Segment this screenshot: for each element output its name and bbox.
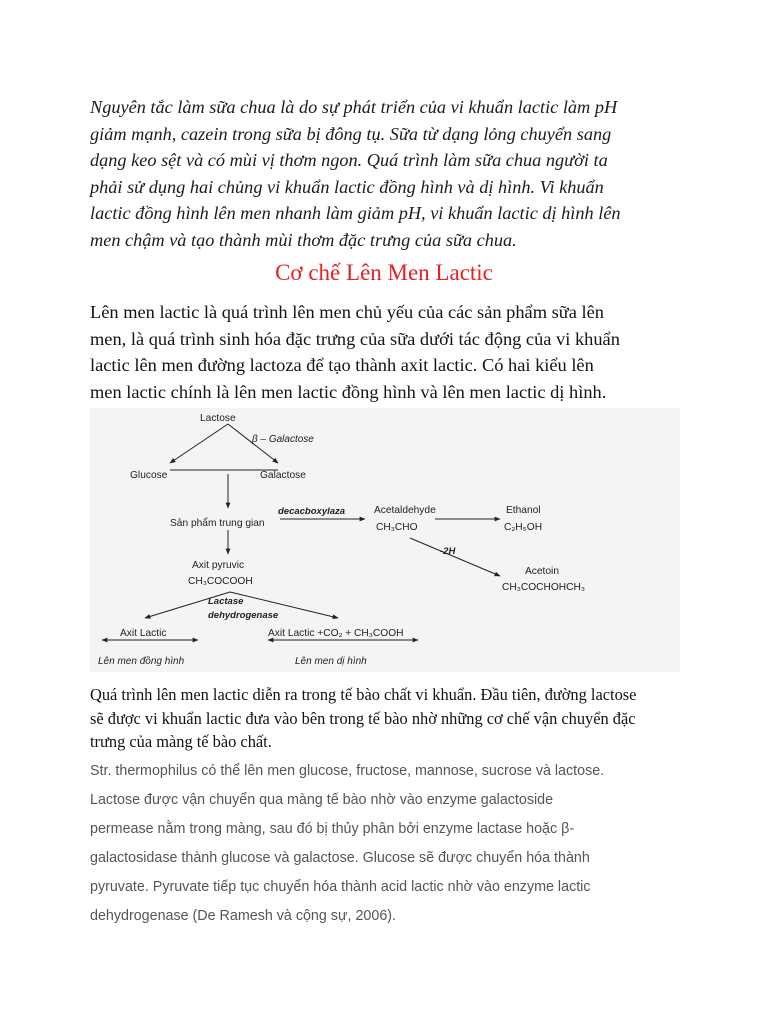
paragraph-line: lactic lên men đường lactoza để tạo thành axit lactic. Có hai kiểu lên (90, 355, 594, 376)
pyruvic-formula: CH₃COCOOH (188, 576, 253, 587)
intro-line: Nguyên tắc làm sữa chua là do sự phát triển của vi khuẩn lactic làm pH (90, 97, 618, 117)
intro-line: giảm mạnh, cazein trong sữa bị đông tụ. Sữa từ dạng lỏng chuyển sang (90, 123, 612, 144)
paragraph-line: sẽ được vi khuẩn lactic đưa vào bên trong tế bào nhờ những cơ chế vận chuyển đặc (90, 708, 636, 728)
axit-lactic-label: Axit Lactic (120, 628, 167, 639)
acetaldehyde-formula: CH₃CHO (376, 522, 418, 533)
fermentation-pathway-diagram (90, 408, 680, 672)
paragraph-line: permease nằm trong màng, sau đó bị thủy phân bởi enzyme lactase hoặc β- (90, 821, 575, 837)
paragraph-line: Lên men lactic là quá trình lên men chủ yếu của các sản phẩm sữa lên (90, 302, 604, 322)
hetero-fermentation-label: Lên men dị hình (295, 656, 367, 667)
intermediate-label: Sản phẩm trung gian (170, 518, 265, 529)
ethanol-formula: C₂H₅OH (504, 522, 543, 533)
intro-line: phải sử dụng hai chủng vi khuẩn lactic đồng hình và dị hình. Vi khuẩn (90, 176, 604, 197)
intro-line: men chậm và tạo thành mùi thơm đặc trưng của sữa chua. (90, 229, 517, 250)
lactase-label: Lactase (208, 596, 244, 607)
thermophilus-paragraph (90, 757, 710, 931)
homo-fermentation-label: Lên men đồng hình (98, 656, 185, 667)
paragraph-line: Quá trình lên men lactic diễn ra trong tế bào chất vi khuẩn. Đầu tiên, đường lactose (90, 685, 637, 704)
dehydrogenase-label: dehydrogenase (208, 610, 279, 621)
lactic-fermentation-paragraph (90, 299, 690, 405)
galactose-label: Galactose (260, 470, 306, 481)
cytoplasm-paragraph (90, 683, 690, 754)
intro-paragraph (90, 94, 690, 254)
lactose-label: Lactose (200, 413, 236, 424)
minus-2h-label: -2H (440, 546, 456, 557)
decarboxylase-label: decacboxylaza (278, 506, 346, 517)
paragraph-line: men, là quá trình sinh hóa đặc trưng của sữa dưới tác động của vi khuẩn (90, 328, 620, 349)
pyruvic-label: Axit pyruvic (192, 560, 245, 571)
paragraph-line: men lactic chính là lên men lactic đồng hình và lên men lactic dị hình. (90, 381, 607, 402)
arrow-lactose-glucose (170, 424, 228, 463)
paragraph-line: dehydrogenase (De Ramesh và cộng sự, 2006). (90, 908, 397, 924)
paragraph-line: pyruvate. Pyruvate tiếp tục chuyển hóa thành acid lactic nhờ vào enzyme lactic (90, 879, 591, 895)
beta-galactose-label: β – Galactose (252, 434, 314, 445)
paragraph-line: galactosidase thành glucose và galactose. Glucose sẽ được chuyển hóa thành (90, 850, 590, 866)
intro-line: dạng keo sệt và có mùi vị thơm ngon. Quá trình làm sữa chua người ta (90, 150, 608, 171)
intro-line: lactic đồng hình lên men nhanh làm giảm pH, vi khuẩn lactic dị hình lên (90, 203, 621, 224)
hetero-products-label: Axit Lactic +CO₂ + CH₃COOH (268, 628, 404, 639)
acetoin-formula: CH₃COCHOHCH₃ (502, 582, 586, 593)
acetaldehyde-label: Acetaldehyde (374, 505, 436, 516)
arrow-to-acetoin (410, 538, 500, 576)
paragraph-line: trưng của màng tế bào chất. (90, 732, 272, 751)
pathway-svg (90, 408, 680, 672)
acetoin-label: Acetoin (525, 566, 559, 577)
paragraph-line: Lactose được vận chuyển qua màng tế bào nhờ vào enzyme galactoside (90, 792, 554, 808)
paragraph-line: Str. thermophilus có thể lên men glucose, fructose, mannose, sucrose và lactose. (90, 763, 605, 779)
section-heading: Cơ chế Lên Men Lactic (275, 260, 493, 285)
ethanol-label: Ethanol (506, 505, 541, 516)
glucose-label: Glucose (130, 470, 168, 481)
